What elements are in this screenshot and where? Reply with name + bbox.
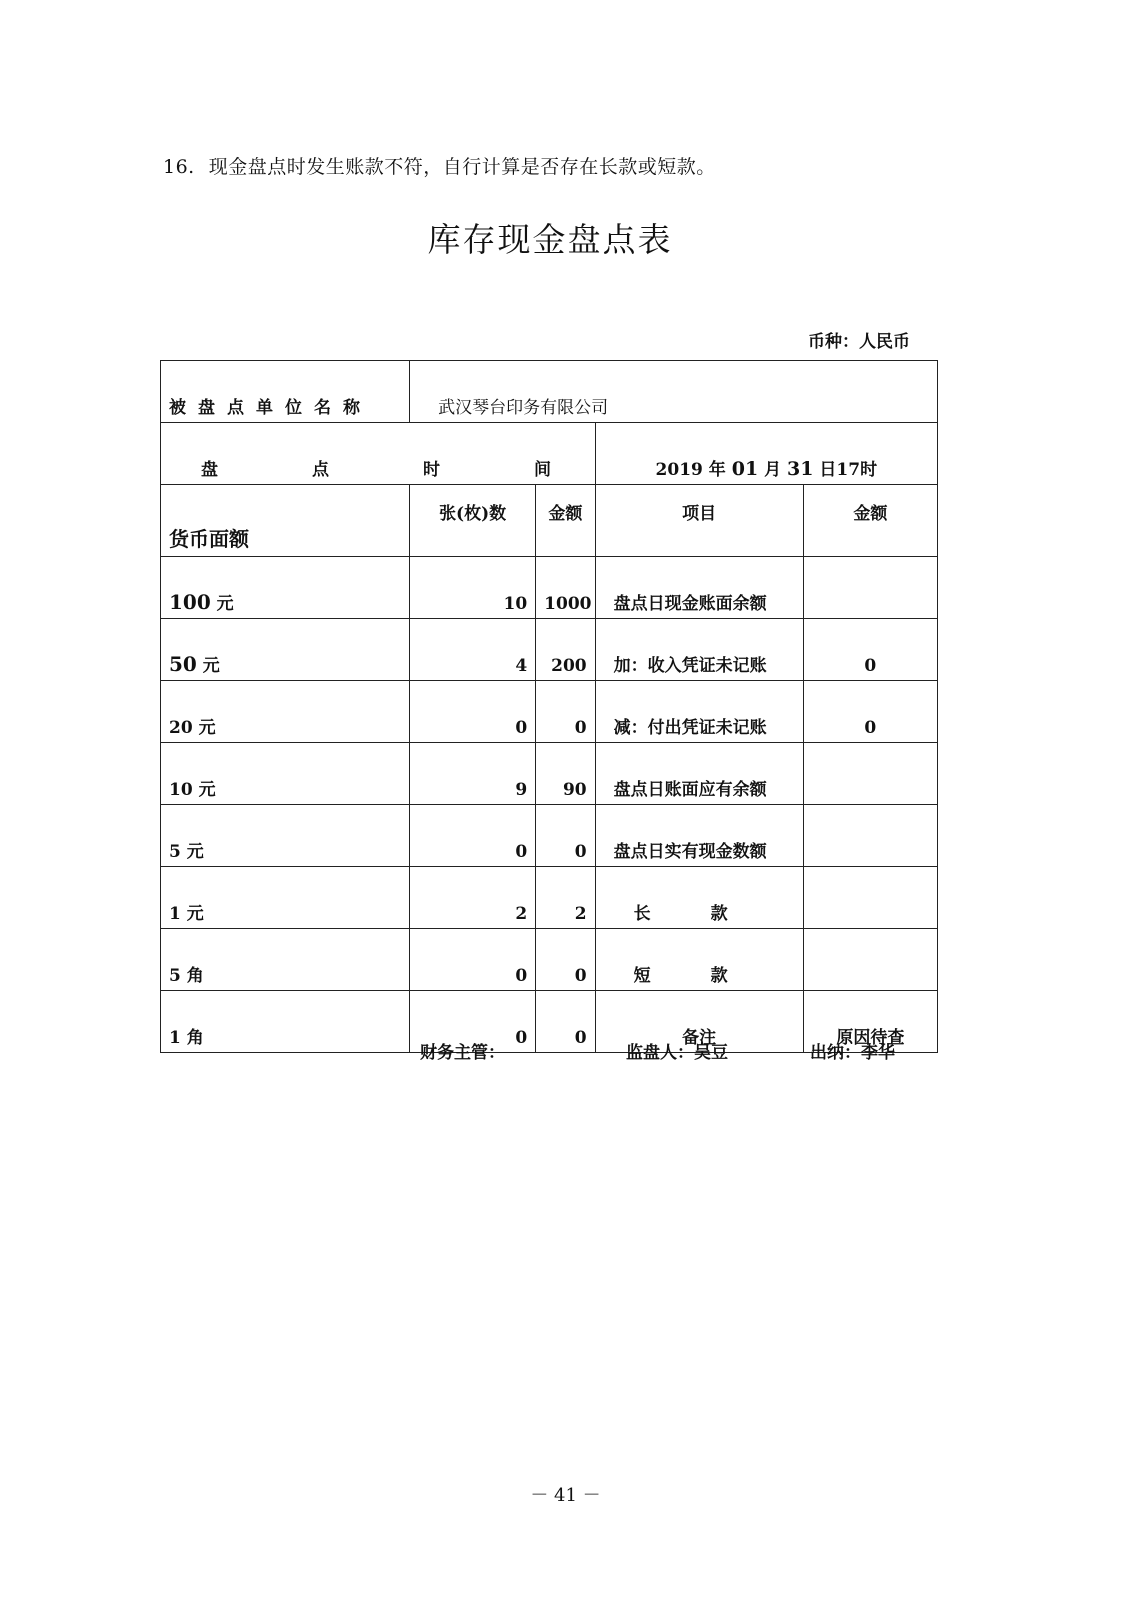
item-cell: 短款 bbox=[595, 929, 803, 991]
header-denomination: 货币面额 bbox=[161, 485, 410, 557]
count-cell: 2 bbox=[410, 867, 536, 929]
item-cell: 盘点日账面应有余额 bbox=[595, 743, 803, 805]
count-cell: 9 bbox=[410, 743, 536, 805]
cashier-signature: 出纳：李华 bbox=[810, 1043, 895, 1063]
unit-row bbox=[161, 361, 938, 423]
item-amount-cell bbox=[803, 557, 937, 619]
item-amount-cell: 0 bbox=[803, 681, 937, 743]
table-row bbox=[161, 867, 938, 929]
table-row bbox=[161, 805, 938, 867]
time-month: 01 bbox=[731, 458, 759, 480]
item-amount-cell: 原因待查 bbox=[803, 991, 937, 1053]
denomination-cell: 1 元 bbox=[161, 867, 410, 929]
item-amount-cell bbox=[803, 743, 937, 805]
count-cell: 0 bbox=[410, 681, 536, 743]
header-item: 项目 bbox=[595, 485, 803, 557]
denomination-cell: 20 元 bbox=[161, 681, 410, 743]
amount-cell: 0 bbox=[536, 929, 595, 991]
table-row bbox=[161, 619, 938, 681]
denomination-cell: 5 角 bbox=[161, 929, 410, 991]
time-hour: 17 bbox=[836, 460, 861, 480]
denomination-cell: 5 元 bbox=[161, 805, 410, 867]
table-row bbox=[161, 929, 938, 991]
time-year: 2019 bbox=[655, 460, 703, 480]
time-row bbox=[161, 423, 938, 485]
time-month-unit: 月 bbox=[764, 460, 782, 480]
unit-label: 被盘点单位名称 bbox=[161, 361, 410, 423]
count-cell: 0 bbox=[410, 991, 536, 1053]
cash-count-table bbox=[160, 360, 938, 1053]
header-item-amount: 金额 bbox=[803, 485, 937, 557]
time-day: 31 bbox=[787, 458, 814, 480]
header-amount: 金额 bbox=[536, 485, 595, 557]
amount-cell: 0 bbox=[536, 805, 595, 867]
denomination-cell: 50 元 bbox=[161, 619, 410, 681]
count-cell: 0 bbox=[410, 805, 536, 867]
item-cell: 长款 bbox=[595, 867, 803, 929]
amount-cell: 90 bbox=[536, 743, 595, 805]
item-cell: 加：收入凭证未记账 bbox=[595, 619, 803, 681]
amount-cell: 0 bbox=[536, 991, 595, 1053]
item-cell: 盘点日现金账面余额 bbox=[595, 557, 803, 619]
item-cell: 盘点日实有现金数额 bbox=[595, 805, 803, 867]
table-row bbox=[161, 681, 938, 743]
page-title: 库存现金盘点表 bbox=[427, 220, 673, 259]
time-year-unit: 年 bbox=[708, 460, 726, 480]
item-amount-cell bbox=[803, 929, 937, 991]
item-amount-cell: 0 bbox=[803, 619, 937, 681]
denomination-cell: 1 角 bbox=[161, 991, 410, 1053]
time-day-unit: 日 bbox=[819, 460, 837, 480]
denomination-cell: 100 元 bbox=[161, 557, 410, 619]
item-cell: 备注 bbox=[595, 991, 803, 1053]
item-amount-cell bbox=[803, 805, 937, 867]
denomination-cell: 10 元 bbox=[161, 743, 410, 805]
unit-value: 武汉琴台印务有限公司 bbox=[410, 361, 938, 423]
question-text bbox=[163, 152, 716, 179]
question-body: 现金盘点时发生账款不符，自行计算是否存在长款或短款。 bbox=[208, 156, 716, 178]
count-cell: 4 bbox=[410, 619, 536, 681]
currency-label: 币种：人民币 bbox=[808, 332, 910, 352]
page-number: － 41 － bbox=[530, 1485, 601, 1506]
time-hour-unit: 时 bbox=[860, 460, 878, 480]
monitor-signature: 监盘人：吴豆 bbox=[626, 1043, 728, 1063]
header-row bbox=[161, 485, 938, 557]
item-amount-cell bbox=[803, 867, 937, 929]
amount-cell: 0 bbox=[536, 681, 595, 743]
count-cell: 0 bbox=[410, 929, 536, 991]
time-value bbox=[595, 423, 937, 485]
table-row bbox=[161, 557, 938, 619]
header-count: 张(枚)数 bbox=[410, 485, 536, 557]
amount-cell: 200 bbox=[536, 619, 595, 681]
count-cell: 10 bbox=[410, 557, 536, 619]
amount-cell: 2 bbox=[536, 867, 595, 929]
question-number: 16. bbox=[163, 156, 195, 178]
amount-cell: 1000 bbox=[536, 557, 595, 619]
item-cell: 减：付出凭证未记账 bbox=[595, 681, 803, 743]
supervisor-signature: 财务主管： bbox=[420, 1043, 505, 1063]
time-label: 盘点时间 bbox=[161, 423, 596, 485]
table-row bbox=[161, 743, 938, 805]
